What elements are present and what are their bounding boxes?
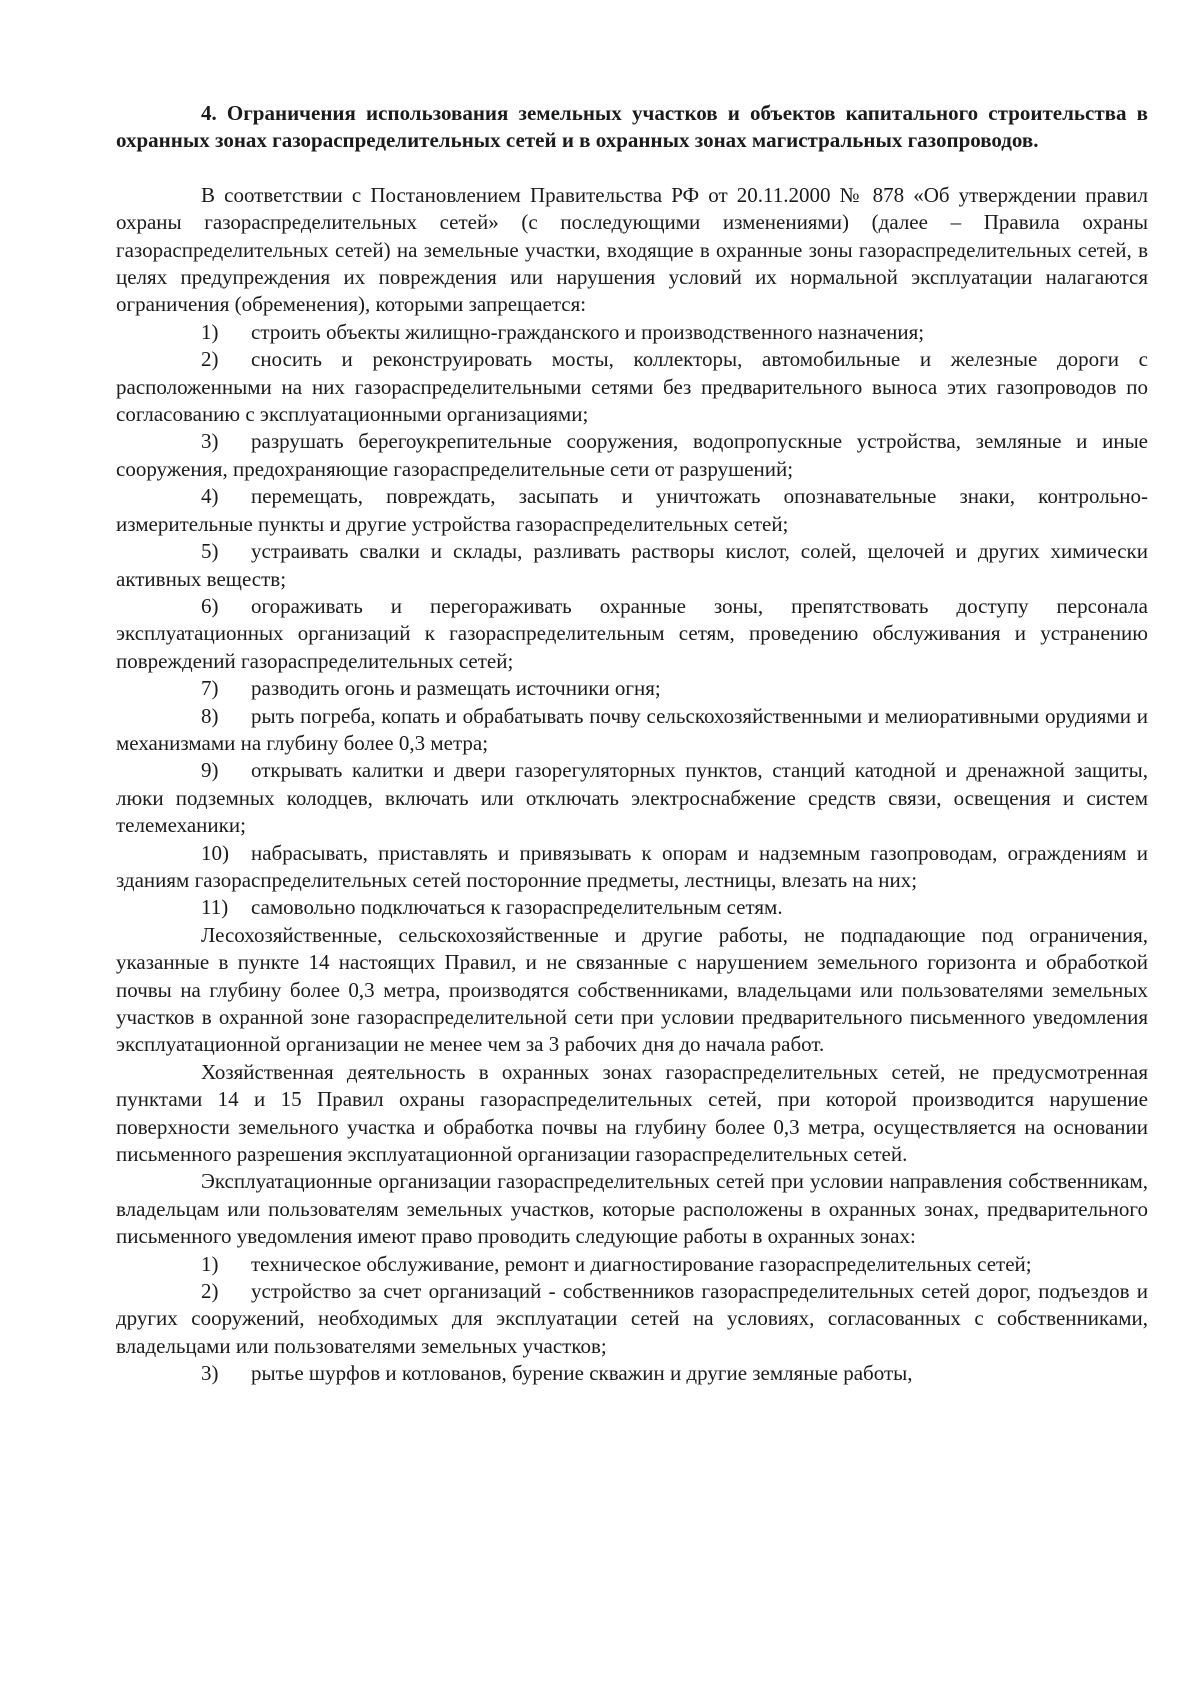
list-item-number: 6) bbox=[201, 593, 219, 618]
list-item-number: 10) bbox=[201, 840, 229, 865]
list-item bbox=[116, 675, 1148, 702]
list-item bbox=[116, 483, 1148, 538]
list-item-number: 1) bbox=[201, 319, 219, 344]
list-item bbox=[116, 1251, 1148, 1278]
list-item bbox=[116, 346, 1148, 428]
list-item-text: открывать калитки и двери газорегуляторных пунктов, станций катодной и дренажной защиты, люки подземных колодцев, включать или отключать электроснабжение средств связи, освещения и систем телемеханики; bbox=[116, 758, 1148, 838]
list-item-number: 2) bbox=[201, 1279, 219, 1304]
list-item-number: 8) bbox=[201, 703, 219, 728]
list-item-text: техническое обслуживание, ремонт и диагностирование газораспределительных сетей; bbox=[251, 1251, 1032, 1276]
list-item bbox=[116, 757, 1148, 839]
forestry-paragraph: Лесохозяйственные, сельскохозяйственные и другие работы, не подпадающие под ограничения, указанные в пункте 14 настоящих Правил, и не связанные с нарушением земельного горизонта и обработкой почвы на глубину более 0,3 метра, производятся собственниками, владельцами или пользователями земельных участков в охранной зоне газораспределительной сети при условии предварительного письменного уведомления эксплуатационной организации не менее чем за 3 рабочих дня до начала работ. bbox=[116, 922, 1148, 1057]
intro-paragraph: В соответствии с Постановлением Правительства РФ от 20.11.2000 № 878 «Об утверждении правил охраны газораспределительных сетей» (с последующими изменениями) (далее – Правила охраны газораспределительных сетей) на земельные участки, входящие в охранные зоны газораспределительных сетей, в целях предупреждения их повреждения или нарушения условий их нормальной эксплуатации налагаются ограничения (обременения), которыми запрещается: bbox=[116, 182, 1148, 317]
list-item-text: самовольно подключаться к газораспределительным сетям. bbox=[251, 895, 783, 920]
list-item-text: огораживать и перегораживать охранные зоны, препятствовать доступу персонала эксплуатационных организаций к газораспределительным сетям, проведению обслуживания и устранению повреждений газораспределительных сетей; bbox=[116, 593, 1148, 673]
list-item bbox=[116, 319, 1148, 346]
list-item bbox=[116, 840, 1148, 895]
list-item-number: 3) bbox=[201, 1361, 219, 1386]
list-item-number: 5) bbox=[201, 539, 219, 564]
list-item-number: 3) bbox=[201, 429, 219, 454]
list-item-text: сносить и реконструировать мосты, коллекторы, автомобильные и железные дороги с расположенными на них газораспределительными сетями без предварительного выноса этих газопроводов по согласованию с эксплуатационными организациями; bbox=[116, 347, 1148, 427]
list-item-text: набрасывать, приставлять и привязывать к опорам и надземным газопроводам, ограждениям и зданиям газораспределительных сетей посторонние предметы, лестницы, влезать на них; bbox=[116, 840, 1148, 892]
document-page bbox=[116, 100, 1148, 1388]
list-item-text: устраивать свалки и склады, разливать растворы кислот, солей, щелочей и других химически активных веществ; bbox=[116, 539, 1148, 591]
list-item-number: 4) bbox=[201, 484, 219, 509]
list-item bbox=[116, 894, 1148, 921]
list-item-text: перемещать, повреждать, засыпать и уничтожать опознавательные знаки, контрольно-измерительные пункты и другие устройства газораспределительных сетей; bbox=[116, 484, 1148, 536]
list-item-text: устройство за счет организаций - собственников газораспределительных сетей дорог, подъездов и других сооружений, необходимых для эксплуатации сетей на условиях, согласованных с собственниками, владельцами или пользователями земельных участков; bbox=[116, 1279, 1148, 1358]
operators-rights-paragraph: Эксплуатационные организации газораспределительных сетей при условии направления собственникам, владельцам или пользователям земельных участков, которые расположены в охранных зонах, предварительного письменного уведомления имеют право проводить следующие работы в охранных зонах: bbox=[116, 1169, 1148, 1249]
list-item bbox=[116, 428, 1148, 483]
rights-list bbox=[116, 1251, 1148, 1388]
list-item-text: рытье шурфов и котлованов, бурение скважин и другие земляные работы, bbox=[251, 1361, 913, 1386]
list-item bbox=[116, 1278, 1148, 1360]
list-item bbox=[116, 538, 1148, 593]
list-item-number: 7) bbox=[201, 676, 219, 701]
list-item-text: разводить огонь и размещать источники огня; bbox=[251, 676, 661, 701]
list-item-number: 1) bbox=[201, 1251, 219, 1276]
section-heading: 4. Ограничения использования земельных участков и объектов капитального строительства в охранных зонах газораспределительных сетей и в охранных зонах магистральных газопроводов. bbox=[116, 101, 1148, 153]
list-item-number: 11) bbox=[201, 895, 229, 920]
prohibitions-list bbox=[116, 319, 1148, 922]
list-item-number: 2) bbox=[201, 347, 219, 372]
list-item-text: строить объекты жилищно-гражданского и производственного назначения; bbox=[251, 319, 925, 344]
list-item-text: рыть погреба, копать и обрабатывать почву сельскохозяйственными и мелиоративными орудиями и механизмами на глубину более 0,3 метра; bbox=[116, 703, 1148, 755]
list-item-number: 9) bbox=[201, 758, 219, 783]
list-item bbox=[116, 1360, 1148, 1387]
list-item bbox=[116, 703, 1148, 758]
list-item bbox=[116, 593, 1148, 675]
list-item-text: разрушать берегоукрепительные сооружения, водопропускные устройства, земляные и иные сооружения, предохраняющие газораспределительные сети от разрушений; bbox=[116, 429, 1148, 481]
economic-activity-paragraph: Хозяйственная деятельность в охранных зонах газораспределительных сетей, не предусмотренная пунктами 14 и 15 Правил охраны газораспределительных сетей, при которой производится нарушение поверхности земельного участка и обработка почвы на глубину более 0,3 метра, осуществляется на основании письменного разрешения эксплуатационной организации газораспределительных сетей. bbox=[116, 1059, 1148, 1167]
